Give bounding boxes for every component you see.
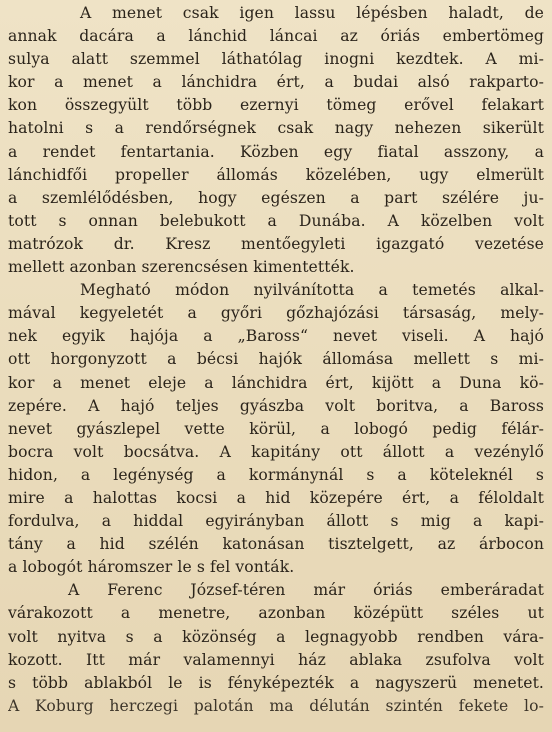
paragraph-2 (8, 279, 544, 579)
text-line: kon összegyült több ezernyi tömeg erővel felakart (8, 96, 544, 115)
text-line: a rendet fentartania. Közben egy fiatal asszony, a (8, 142, 544, 161)
text-line: a szemlélődésben, hogy egészen a part szélére ju- (8, 188, 544, 207)
text-line: hatolni s a rendőrségnek csak nagy nehezen sikerült (8, 119, 544, 138)
text-line: A menet csak igen lassu lépésben haladt, de (80, 4, 544, 22)
text-line: a lobogót háromszer le s fel vonták. (8, 558, 295, 577)
text-line: kor a menet eleje a lánchidra ért, kijött a Duna kö- (8, 373, 544, 392)
text-line: mellett azonban szerencsésen kimentették. (8, 258, 355, 277)
text-line: nevet gyászlepel vette körül, a lobogó pedig félár- (8, 419, 544, 438)
text-line: A Koburg herczegi palotán ma délután szintén fekete lo- (8, 696, 544, 715)
text-line: kor a menet a lánchidra ért, a budai alsó rakparto- (8, 73, 544, 92)
text-line: lánchidfői propeller állomás közelében, ugy elmerült (8, 165, 544, 184)
text-line: mával kegyeletét a győri gőzhajózási társaság, mely- (8, 304, 544, 323)
paragraph-3 (8, 579, 544, 718)
text-line: annak dacára a lánchid láncai az óriás embertömeg (8, 27, 544, 46)
text-line: mire a halottas kocsi a hid közepére ért, a féloldalt (8, 488, 544, 507)
text-line: tány a hid szélén katonásan tisztelgett, az árbocon (8, 535, 544, 554)
text-line: hidon, a legénység a kormánynál s a köteleknél s (8, 465, 544, 484)
text-line: A Ferenc József-téren már óriás emberáradat (68, 581, 544, 600)
text-line: nek egyik hajója a „Baross“ nevet viseli. A hajó (8, 327, 544, 346)
text-line: bocra volt bocsátva. A kapitány ott állott a vezénylő (8, 442, 544, 461)
article-text (8, 2, 544, 718)
text-line: Megható módon nyilvánította a temetés alkal- (80, 281, 544, 300)
text-line: matrózok dr. Kresz mentőegyleti igazgató vezetése (8, 234, 544, 253)
text-line: tott s onnan belebukott a Dunába. A közelben volt (8, 211, 544, 230)
text-line: várakozott a menetre, azonban középütt széles ut (8, 604, 544, 623)
text-line: sulya alatt szemmel láthatólag inogni kezdtek. A mi- (8, 50, 544, 69)
text-line: kozott. Itt már valamennyi ház ablaka zsufolva volt (8, 650, 544, 669)
text-line: volt nyitva s a közönség a legnagyobb rendben vára- (8, 627, 544, 646)
text-line: fordulva, a hiddal egyirányban állott s mig a kapi- (8, 512, 544, 531)
paragraph-1 (8, 2, 544, 279)
text-line: zepére. A hajó teljes gyászba volt boritva, a Baross (8, 396, 544, 415)
text-line: s több ablakból le is fényképezték a nagyszerü menetet. (8, 673, 544, 692)
text-line: ott horgonyzott a bécsi hajók állomása mellett s mi- (8, 350, 544, 369)
